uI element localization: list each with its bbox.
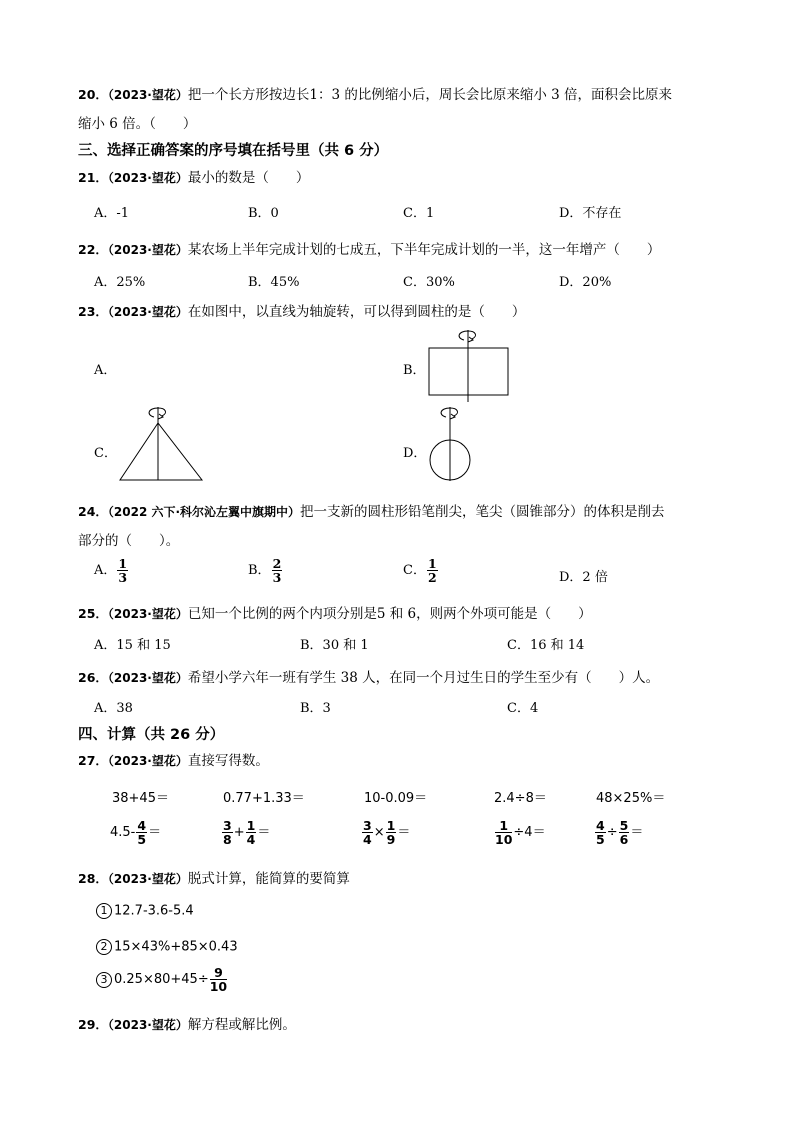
option-c: C．1 [403,206,435,221]
fraction [246,819,257,846]
operator: + [233,825,245,840]
option-a: A．-1 [94,206,130,221]
equals-sign: ＝ [257,825,271,840]
question-number: 29． [78,1017,108,1032]
calc-item: 2.4÷8＝ [494,791,547,806]
circled-number: 2 [96,939,112,955]
expression: 12.7-3.6-5.4 [114,903,194,919]
fraction-numerator: 3 [363,818,372,833]
question-number: 25． [78,606,108,621]
question-number: 21． [78,170,108,185]
calc-item [494,819,546,846]
question-source: （2023·望花） [107,1018,188,1032]
calc-prefix: 4.5- [110,825,136,840]
fraction-numerator: 1 [118,556,128,571]
question-text: 脱式计算，能简算的要简算 [187,871,350,887]
question-29 [78,1013,296,1033]
option-d: D． [403,446,427,461]
fraction [495,819,512,846]
question-text: 已知一个比例的两个内项分别是5 和 6，则两个外项可能是（ ） [187,606,592,622]
question-number: 27． [78,753,108,768]
question-source: （2023·望花） [107,88,188,102]
question-24 [78,500,665,520]
question-20-continuation [78,112,196,132]
question-text: 解方程或解比例。 [187,1017,296,1033]
question-27 [78,749,269,769]
fraction-denominator: 3 [272,570,282,585]
option-a: A．15 和 15 [94,638,171,653]
fraction [386,819,397,846]
expression: 15×43%+85×0.43 [114,939,238,955]
fraction-denominator: 10 [495,832,513,847]
option-label: B． [248,563,271,578]
question-21 [78,166,309,186]
fraction-numerator: 4 [137,818,147,833]
fraction-denominator: 3 [118,570,128,585]
question-number: 24． [78,504,108,519]
fraction [117,557,128,584]
equals-sign: ＝ [397,825,411,840]
calc-item [110,819,161,846]
operator: × [373,825,385,840]
question-source: （2023·望花） [107,607,188,621]
calc-step-1 [96,903,194,919]
option-b: B． [403,363,426,378]
fraction-numerator: 2 [272,556,282,571]
operator: ÷ [606,825,618,840]
option-d: D．2 倍 [559,570,608,585]
section-title: 三、选择正确答案的序号填在括号里（共 6 分） [78,143,389,159]
option-b: B．0 [248,206,279,221]
calc-item [361,819,410,846]
question-text: 缩小 6 倍。（ ） [78,116,197,132]
question-number: 23． [78,304,108,319]
fraction-numerator: 1 [246,818,256,833]
option-b: B．30 和 1 [300,638,369,653]
option-c [403,557,439,584]
calc-item: 10-0.09＝ [364,791,428,806]
fraction-denominator: 5 [137,832,147,847]
calc-item: 38+45＝ [112,791,169,806]
fraction-numerator: 4 [596,818,605,833]
fraction-numerator: 1 [495,819,512,833]
calc-item: 0.77+1.33＝ [223,791,305,806]
fraction-numerator: 1 [386,818,396,833]
question-text: 希望小学六年一班有学生 38 人，在同一个月过生日的学生至少有（ ）人。 [187,670,660,686]
option-a: A．38 [94,701,133,716]
fraction-denominator: 6 [619,832,629,847]
section-title: 四、计算（共 26 分） [78,727,225,743]
question-24-continuation [78,529,179,549]
equals-sign: ＝ [532,825,546,840]
question-number: 28． [78,871,108,886]
fraction-numerator: 5 [619,818,629,833]
question-22 [78,238,660,258]
question-source: （2023·望花） [107,872,188,886]
question-text: 把一个长方形按边长1：3 的比例缩小后，周长会比原来缩小 3 倍，面积会比原来 [187,87,673,103]
calc-step-2 [96,939,238,955]
question-28 [78,867,350,887]
option-b: B．3 [300,701,331,716]
fraction-numerator: 3 [223,818,232,833]
circled-number: 1 [96,903,112,919]
question-text: 部分的（ ）。 [78,533,180,549]
fraction-numerator: 9 [210,966,227,980]
question-source: （2023·望花） [107,671,188,685]
question-source: （2023·望花） [107,171,188,185]
question-source: （2023·望花） [107,754,188,768]
operator: ÷4 [513,825,533,840]
fraction [619,819,630,846]
fraction [210,966,227,993]
fraction [427,557,438,584]
fraction [272,557,283,584]
figure-circle-axis [424,405,480,485]
equals-sign: ＝ [630,825,644,840]
fraction-numerator: 1 [427,556,437,571]
fraction [136,819,147,846]
figure-rectangle-axis [420,326,520,404]
option-a [94,557,129,584]
equals-sign: ＝ [148,825,162,840]
figure-triangle-axis [112,405,208,485]
question-text: 在如图中，以直线为轴旋转，可以得到圆柱的是（ ） [187,304,526,320]
option-a: A． [94,363,117,378]
fraction-denominator: 2 [427,570,437,585]
option-a: A．25% [94,275,146,290]
calc-item: 48×25%＝ [596,791,666,806]
question-number: 26． [78,670,108,685]
calc-step-3 [96,966,228,993]
option-c: C．16 和 14 [507,638,585,653]
fraction-denominator: 4 [246,832,256,847]
question-25 [78,602,592,622]
option-d: D．不存在 [559,206,622,221]
question-source: （2022 六下·科尔沁左翼中旗期中） [107,505,301,519]
option-c: C．4 [507,701,539,716]
question-23 [78,300,525,320]
question-text: 某农场上半年完成计划的七成五，下半年完成计划的一半，这一年增产（ ） [187,242,661,258]
question-26 [78,666,659,686]
fraction-denominator: 4 [363,832,372,847]
question-number: 20． [78,87,108,102]
circled-number: 3 [96,972,112,988]
option-c: C． [94,446,117,461]
question-text: 直接写得数。 [187,753,269,769]
fraction [595,819,606,846]
question-text: 把一支新的圆柱形铅笔削尖，笔尖（圆锥部分）的体积是削去 [300,504,665,520]
fraction [222,819,233,846]
calc-item [221,819,270,846]
option-d: D．20% [559,275,612,290]
question-text: 最小的数是（ ） [187,170,310,186]
option-b [248,557,283,584]
fraction-denominator: 9 [386,832,396,847]
option-label: A． [94,563,117,578]
calc-item [594,819,643,846]
option-label: C． [403,563,426,578]
question-source: （2023·望花） [107,243,188,257]
fraction-denominator: 10 [209,979,228,994]
option-b: B．45% [248,275,300,290]
option-c: C．30% [403,275,455,290]
question-source: （2023·望花） [107,305,188,319]
question-number: 22． [78,242,108,257]
question-20 [78,83,672,103]
fraction-denominator: 5 [596,832,605,847]
fraction-denominator: 8 [223,832,232,847]
fraction [362,819,373,846]
expression: 0.25×80+45÷ [114,972,209,987]
